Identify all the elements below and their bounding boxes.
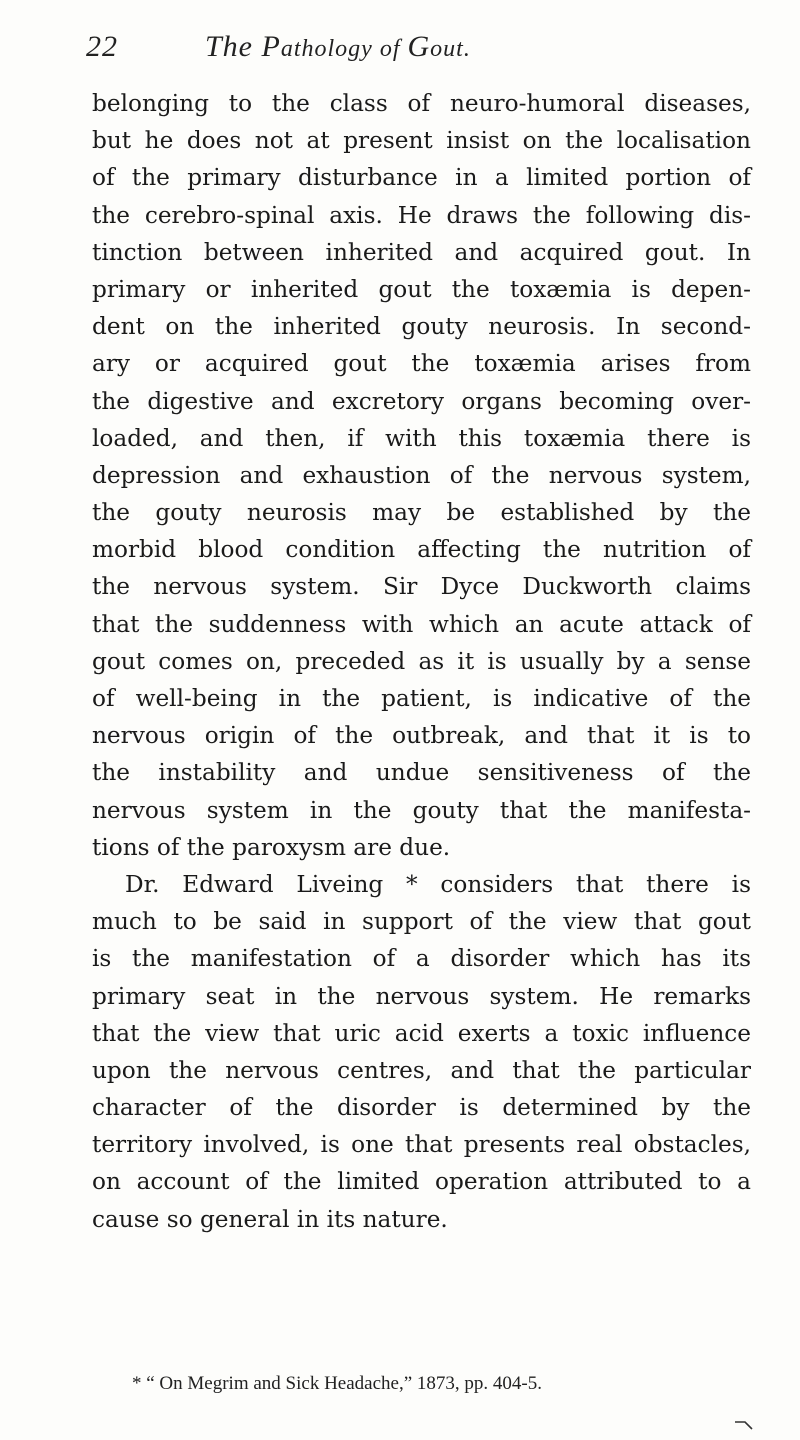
paragraph-2 (92, 866, 800, 1238)
text-line: gout comes on, preceded as it is usually by a sense (92, 647, 751, 675)
text-line: primary or inherited gout the toxæmia is depen- (92, 275, 751, 303)
text-line: cause so general in its nature. (92, 1205, 448, 1233)
text-line: dent on the inherited gouty neurosis. In second- (92, 313, 751, 341)
text-line: character of the disorder is determined by the (92, 1094, 751, 1122)
text-line: of well-being in the patient, is indicative of the (92, 685, 751, 712)
text-line: the digestive and excretory organs becoming over- (92, 387, 751, 415)
text-line: on account of the limited operation attributed to a (92, 1168, 751, 1196)
text-line: the nervous system. Sir Dyce Duckworth claims (92, 573, 751, 601)
body-text (92, 85, 800, 1238)
page-number: 22 (86, 30, 118, 63)
footnote: * “ On Megrim and Sick Headache,” 1873, pp. 404-5. (132, 1373, 542, 1394)
text-line: nervous system in the gouty that the manifesta- (92, 796, 751, 824)
text-line: ary or acquired gout the toxæmia arises from (92, 350, 751, 378)
text-line: the instability and undue sensitiveness of the (92, 759, 751, 787)
text-line: depression and exhaustion of the nervous system, (92, 461, 751, 489)
text-line: the cerebro-spinal axis. He draws the following dis- (92, 201, 751, 229)
text-line: the gouty neurosis may be established by the (92, 499, 751, 527)
title-part-1: The P (205, 30, 281, 63)
text-line: much to be said in support of the view that gout (92, 908, 751, 936)
text-line: territory involved, is one that presents real obstacles, (92, 1131, 751, 1159)
text-line: but he does not at present insist on the localisation (92, 127, 751, 155)
text-line: nervous origin of the outbreak, and that it is to (92, 722, 751, 750)
page-corner-mark (735, 1420, 755, 1430)
text-line: of the primary disturbance in a limited portion of (92, 164, 751, 192)
text-line: Dr. Edward Liveing * considers that there is (125, 870, 751, 898)
text-line: tinction between inherited and acquired gout. In (92, 238, 751, 266)
title-part-4: out. (430, 36, 471, 62)
title-part-3: G (407, 30, 431, 63)
text-line: is the manifestation of a disorder which has its (92, 945, 751, 973)
text-line: loaded, and then, if with this toxæmia there is (92, 424, 751, 452)
text-line: morbid blood condition affecting the nutrition of (92, 536, 751, 564)
text-line: that the suddenness with which an acute attack of (92, 610, 751, 638)
running-head (86, 30, 752, 70)
text-line: that the view that uric acid exerts a toxic influence (92, 1019, 751, 1047)
running-head-title (205, 30, 471, 64)
paragraph-1 (92, 85, 800, 866)
title-part-2: athology of (280, 36, 408, 62)
text-line: primary seat in the nervous system. He remarks (92, 982, 751, 1010)
text-line: belonging to the class of neuro-humoral diseases, (92, 90, 751, 117)
text-line: tions of the paroxysm are due. (92, 833, 451, 861)
text-line: upon the nervous centres, and that the particular (92, 1056, 751, 1084)
